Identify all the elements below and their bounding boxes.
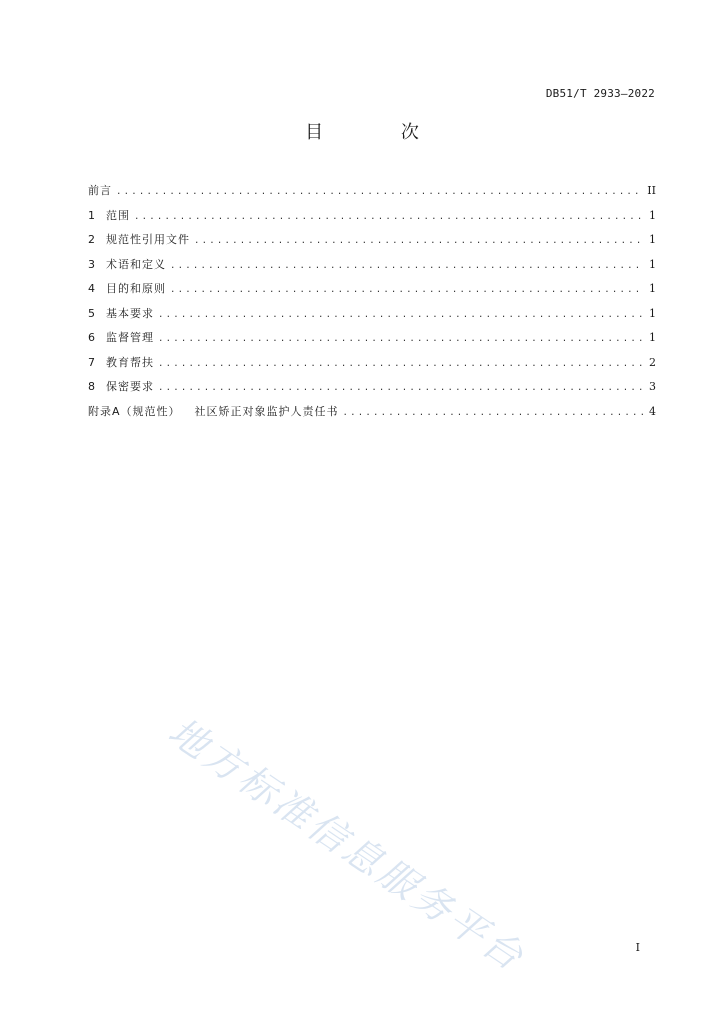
toc-entry-foreword[interactable] — [88, 182, 656, 207]
toc-entry-title: 目的和原则 — [106, 282, 166, 295]
toc-entry-title: 附录A（规范性） — [88, 404, 181, 418]
toc-dot-leader — [134, 212, 644, 222]
toc-entry-basic-requirements[interactable] — [88, 305, 656, 330]
page-number: I — [635, 941, 640, 954]
toc-entry-education[interactable] — [88, 354, 656, 379]
toc-entry-number: 2 — [88, 233, 95, 246]
toc-entry-title: 术语和定义 — [106, 257, 166, 271]
toc-entry-page: 1 — [649, 306, 656, 320]
toc-entry-page: 1 — [649, 331, 656, 344]
toc-dot-leader — [170, 261, 644, 271]
toc-entry-number: 7 — [88, 355, 95, 369]
toc-entry-title: 范围 — [106, 208, 130, 222]
toc-entry-page: 1 — [649, 233, 656, 246]
toc-entry-terms[interactable] — [88, 256, 656, 281]
toc-dot-leader — [116, 187, 643, 197]
toc-entry-number: 1 — [88, 208, 95, 222]
toc-dot-leader — [158, 383, 644, 393]
toc-entry-confidentiality[interactable] — [88, 378, 656, 403]
toc-entry-subtitle: 社区矫正对象监护人责任书 — [194, 404, 339, 418]
toc-entry-title: 保密要求 — [106, 380, 154, 393]
toc-entry-page: 4 — [649, 404, 656, 418]
toc-entry-page: 3 — [649, 380, 656, 393]
toc-entry-number: 3 — [88, 257, 95, 271]
toc-dot-leader — [158, 359, 644, 369]
toc-entry-title: 前言 — [88, 184, 112, 197]
table-of-contents — [88, 182, 656, 427]
toc-entry-supervision[interactable] — [88, 329, 656, 354]
toc-dot-leader — [158, 310, 644, 320]
toc-entry-scope[interactable] — [88, 207, 656, 232]
toc-entry-number: 4 — [88, 282, 95, 295]
toc-entry-page: II — [647, 184, 656, 197]
toc-entry-title: 规范性引用文件 — [106, 233, 190, 246]
toc-entry-title: 基本要求 — [106, 306, 154, 320]
toc-entry-title: 教育帮扶 — [106, 355, 154, 369]
toc-entry-number: 8 — [88, 380, 95, 393]
toc-entry-page: 2 — [649, 355, 656, 369]
page-title: 目 次 — [305, 122, 455, 143]
toc-entry-purpose[interactable] — [88, 280, 656, 305]
toc-dot-leader — [194, 236, 644, 246]
toc-entry-title: 监督管理 — [106, 331, 154, 344]
toc-dot-leader — [343, 408, 644, 418]
toc-dot-leader — [170, 285, 644, 295]
toc-entry-page: 1 — [649, 282, 656, 295]
toc-entry-normative-references[interactable] — [88, 231, 656, 256]
document-code: DB51/T 2933—2022 — [545, 87, 655, 100]
toc-dot-leader — [158, 334, 644, 344]
watermark-text: 地方标准信息服务平台 — [160, 709, 534, 981]
toc-entry-page: 1 — [649, 257, 656, 271]
toc-entry-number: 5 — [88, 306, 95, 320]
toc-entry-page: 1 — [649, 208, 656, 222]
toc-entry-appendix-a[interactable] — [88, 403, 656, 428]
toc-entry-number: 6 — [88, 331, 95, 344]
